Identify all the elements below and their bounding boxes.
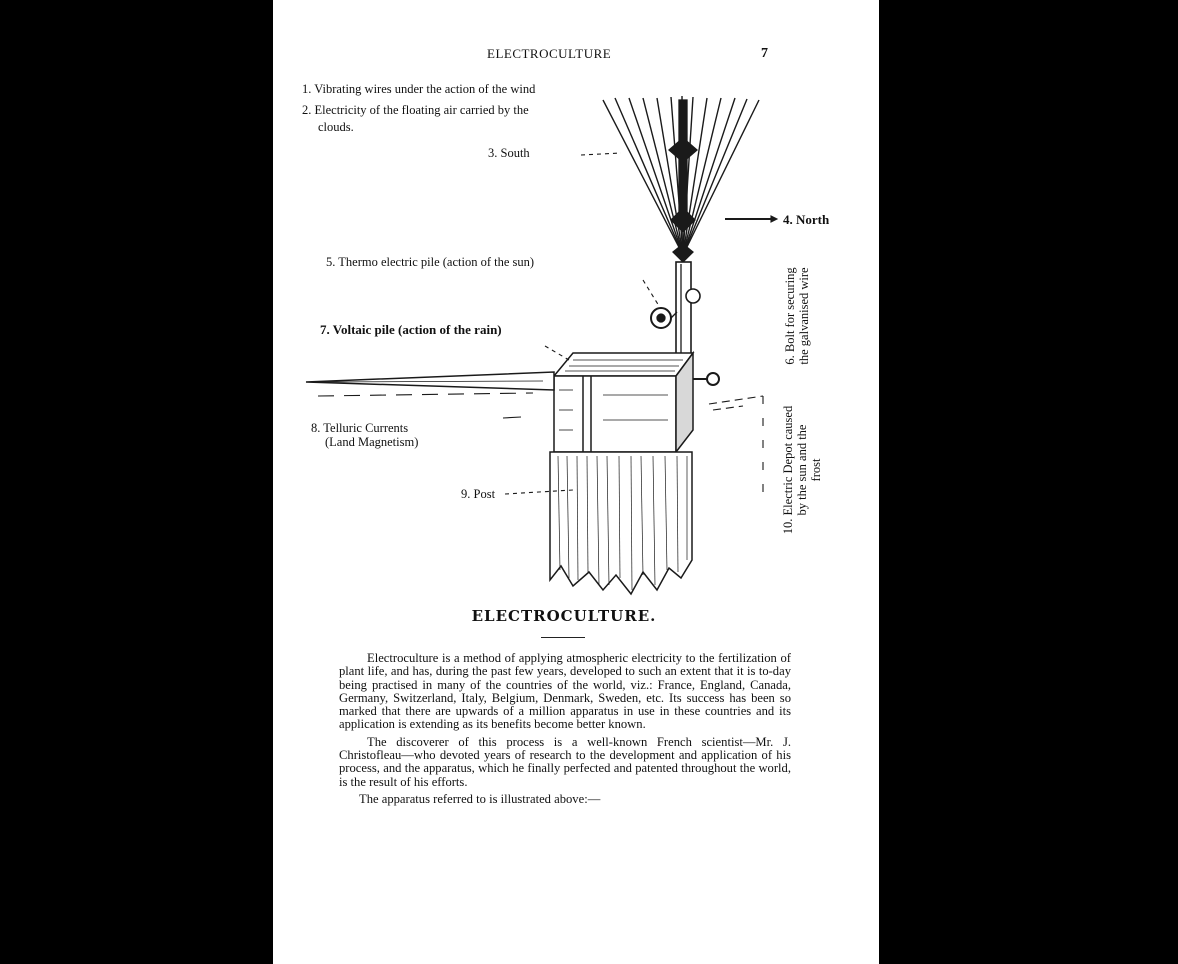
page-number: 7 bbox=[761, 46, 768, 61]
label-bolt bbox=[783, 254, 811, 378]
label-north: 4. North bbox=[783, 212, 830, 227]
running-title: ELECTROCULTURE bbox=[487, 46, 612, 61]
body-text bbox=[339, 652, 791, 810]
label-bolt-line1: 6. Bolt for securing bbox=[783, 267, 797, 365]
section-rule bbox=[541, 637, 585, 638]
label-floating-air-line2: clouds. bbox=[318, 120, 354, 134]
label-electric-depot-line3: frost bbox=[809, 458, 823, 482]
label-south: 3. South bbox=[488, 146, 530, 160]
paragraph-3: The apparatus referred to is illustrated above:— bbox=[359, 791, 601, 806]
wooden-post bbox=[550, 452, 692, 594]
label-bolt-line2: the galvanised wire bbox=[797, 267, 811, 365]
label-thermo-pile: 5. Thermo electric pile (action of the sun) bbox=[326, 255, 535, 269]
label-voltaic-pile: 7. Voltaic pile (action of the rain) bbox=[320, 322, 502, 337]
bolt bbox=[707, 373, 719, 385]
label-telluric-line1: 8. Telluric Currents bbox=[311, 421, 409, 435]
section-title: ELECTROCULTURE. bbox=[471, 607, 657, 625]
paragraph-2: The discoverer of this process is a well-known French scientist—Mr. J. Christofleau—who devoted years of research to the development and application of his process, and the apparatus, which he finally perfected and patented throughout the world, is the result of his efforts. bbox=[339, 734, 791, 789]
paragraph-1: Electroculture is a method of applying atmospheric electricity to the fertilization of plant life, and has, during the past few years, developed to such an extent that it is to-day being practised in many of the countries of the world, viz.: France, England, Canada, Germany, Switzerland, Italy, Belgium, Denmark, Sweden, etc. Its success has been so marked that there are upwards of a million apparatus in use in these countries and its application is extending as its benefits become better known. bbox=[339, 651, 791, 732]
label-floating-air-line1: 2. Electricity of the floating air carried by the bbox=[302, 103, 529, 117]
label-electric-depot-line1: 10. Electric Depot caused bbox=[781, 405, 795, 535]
label-electric-depot bbox=[781, 390, 823, 550]
label-post: 9. Post bbox=[461, 487, 496, 501]
label-vibrating-wires: 1. Vibrating wires under the action of the wind bbox=[302, 82, 536, 96]
label-telluric-line2: (Land Magnetism) bbox=[325, 435, 419, 449]
label-electric-depot-line2: by the sun and the bbox=[795, 424, 809, 516]
book-page bbox=[273, 0, 879, 964]
voltaic-pile-box bbox=[554, 353, 693, 452]
mast bbox=[676, 262, 691, 366]
